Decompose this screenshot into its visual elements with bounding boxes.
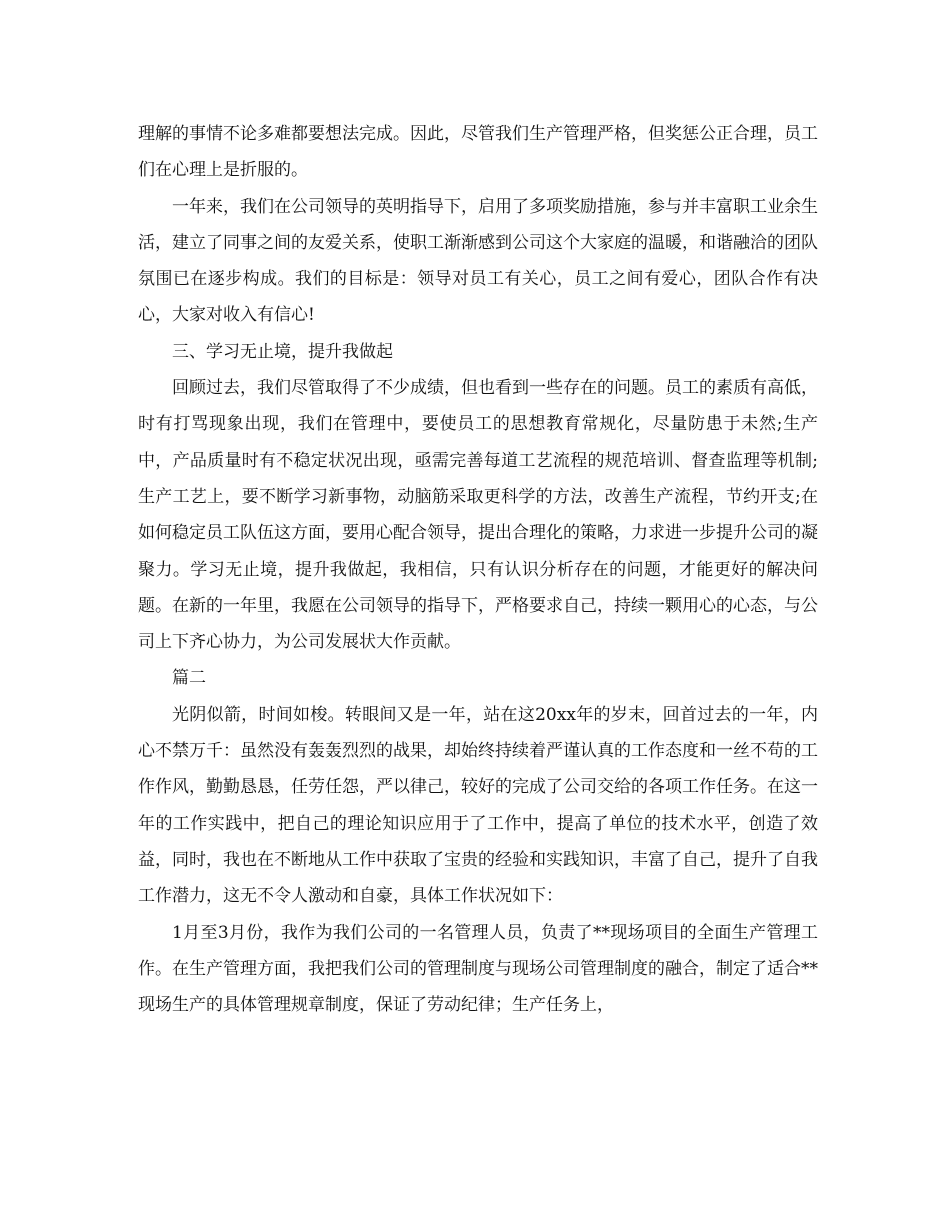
paragraph-continuation: 理解的事情不论多难都要想法完成。因此，尽管我们生产管理严格，但奖惩公正合理，员工们在心理上是折服的。 <box>138 124 818 181</box>
paragraph-team-building: 一年来，我们在公司领导的英明指导下，启用了多项奖励措施，参与并丰富职工业余生活，建立了同事之间的友爱关系，使职工渐渐感到公司这个大家庭的温暖，和谐融洽的团队氛围已在逐步构成。我们的目标是：领导对员工有关心，员工之间有爱心，团队合作有决心，大家对收入有信心! <box>138 196 818 326</box>
section-heading-learning: 三、学习无止境，提升我做起 <box>172 341 393 362</box>
paragraph-year-summary: 光阴似箭，时间如梭。转眼间又是一年，站在这20xx年的岁末，回首过去的一年，内心不禁万千：虽然没有轰轰烈烈的战果，却始终持续着严谨认真的工作态度和一丝不苟的工作作风，勤勤恳恳，任劳任怨，严以律己，较好的完成了公司交给的各项工作任务。在这一年的工作实践中，把自己的理论知识应用于了工作中，提高了单位的技术水平，创造了效益，同时，我也在不断地从工作中获取了宝贵的经验和实践知识，丰富了自己，提升了自我工作潜力，这无不令人激动和自豪，具体工作状况如下： <box>138 704 818 907</box>
paragraph-january-march: 1月至3月份，我作为我们公司的一名管理人员，负责了**现场项目的全面生产管理工作。在生产管理方面，我把我们公司的管理制度与现场公司管理制度的融合，制定了适合**现场生产的具体管理规章制度，保证了劳动纪律；生产任务上， <box>138 922 818 1016</box>
document-body <box>138 116 818 1023</box>
section-heading-part-two: 篇二 <box>172 668 206 689</box>
paragraph-review-problems: 回顾过去，我们尽管取得了不少成绩，但也看到一些存在的问题。员工的素质有高低，时有打骂现象出现，我们在管理中，要使员工的思想教育常规化，尽量防患于未然;生产中，产品质量时有不稳定状况出现，亟需完善每道工艺流程的规范培训、督查监理等机制;生产工艺上，要不断学习新事物，动脑筋采取更科学的方法，改善生产流程，节约开支;在如何稳定员工队伍这方面，要用心配合领导，提出合理化的策略，力求进一步提升公司的凝聚力。学习无止境，提升我做起，我相信，只有认识分析存在的问题，才能更好的解决问题。在新的一年里，我愿在公司领导的指导下，严格要求自己，持续一颗用心的心态，与公司上下齐心协力，为公司发展状大作贡献。 <box>138 378 818 653</box>
